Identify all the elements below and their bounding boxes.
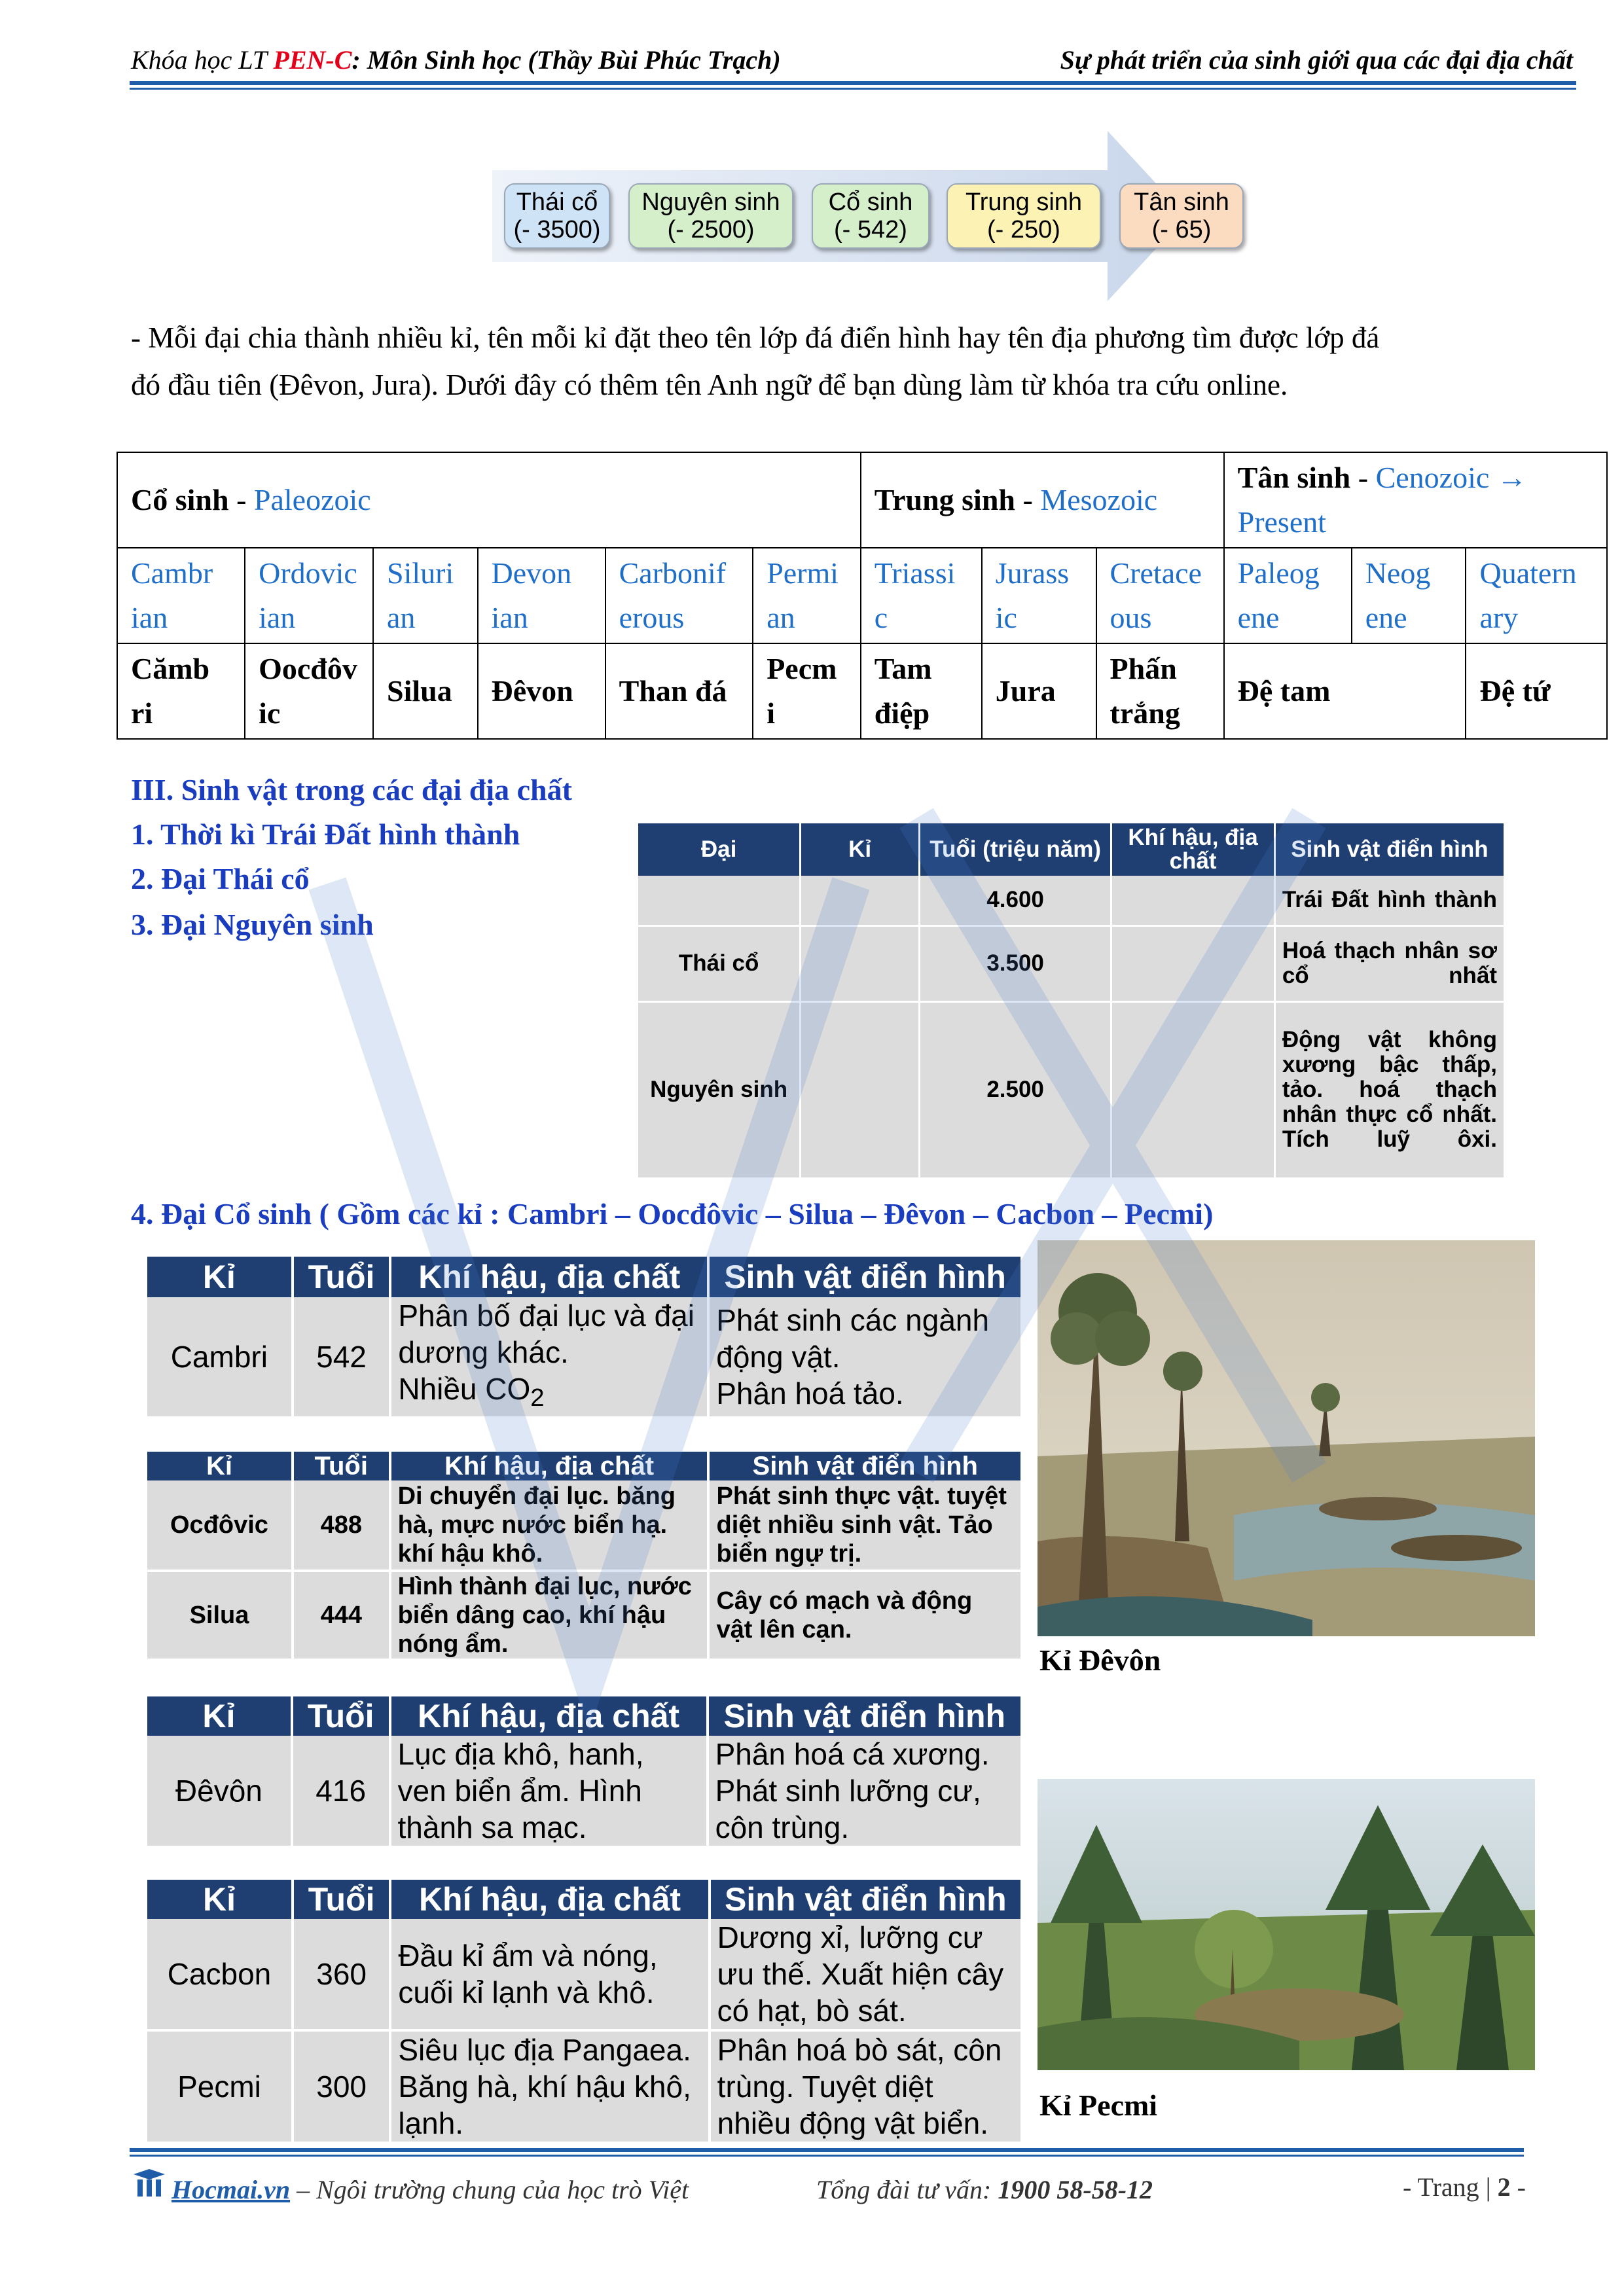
table-cell: 3.500 [919, 925, 1111, 1001]
table-cell: 360 [293, 1919, 390, 2030]
col-header: Kỉ [147, 1880, 293, 1919]
subject-label: : Môn Sinh học (Thầy Bùi Phúc Trạch) [352, 45, 781, 75]
col-header: Sinh vật điển hình [708, 1257, 1022, 1297]
table-cell: Hoá thạch nhân sơ cổ nhất [1274, 925, 1504, 1001]
table-cell: Cacbon [147, 1919, 293, 2030]
footer-hotline: Tổng đài tư vấn: 1900 58-58-12 [816, 2175, 1153, 2204]
col-header: Tuổi [292, 1696, 390, 1736]
col-header: Kỉ [147, 1257, 293, 1297]
col-header: Kỉ [147, 1696, 292, 1736]
table-cell: Nguyên sinh [638, 1001, 801, 1178]
vi-period-cell: Jura [982, 643, 1096, 739]
brand-link[interactable]: Hocmai.vn [171, 2175, 291, 2204]
col-header: Sinh vật điển hình [710, 1880, 1022, 1919]
timeline-era-paleozoic: Cổ sinh (- 542) [812, 183, 929, 249]
table-cell: Lục địa khô, hanh, ven biển ẩm. Hình thành sa mạc. [390, 1736, 708, 1847]
era-paleozoic-cell: Cổ sinh - Paleozoic [117, 452, 861, 548]
col-header: Khí hậu, địa chất [390, 1257, 708, 1297]
vi-period-cell: Silua [373, 643, 478, 739]
page-number: - Trang | 2 - [1402, 2172, 1526, 2202]
footer-rule [130, 2148, 1524, 2152]
col-header: Kỉ [801, 823, 920, 876]
header-rule-thin [130, 88, 1576, 90]
en-period-cell: Siluri an [373, 548, 478, 643]
intro-line-2: đó đầu tiên (Đêvon, Jura). Dưới đây có thêm tên Anh ngữ để bạn dùng làm từ khóa tra cứu online. [131, 368, 1288, 401]
course-label: Khóa học LT [131, 45, 274, 75]
col-header: Đại [638, 823, 801, 876]
program-label: PEN-C [273, 45, 352, 75]
table-cell: Phân hoá bò sát, côn trùng. Tuyệt diệt nhiều động vật biển. [710, 2030, 1022, 2143]
carboniferous-permian-table [147, 1880, 1023, 2144]
col-header: Sinh vật điển hình [708, 1696, 1022, 1736]
en-period-cell: Cretace ous [1096, 548, 1224, 643]
vi-period-cell: Cămb ri [117, 643, 245, 739]
col-header: Khí hậu, địa chất [390, 1452, 709, 1480]
timeline-era-proterozoic: Nguyên sinh (- 2500) [628, 183, 793, 249]
watermark-logo [262, 687, 1375, 1800]
table-cell: 542 [293, 1297, 391, 1418]
footer-rule-thin [130, 2155, 1524, 2157]
hocmai-logo-icon [131, 2168, 168, 2199]
col-header: Sinh vật điển hình [708, 1452, 1022, 1480]
section-heading-3-1: 1. Thời kì Trái Đất hình thành [131, 817, 520, 851]
table-cell: Động vật không xương bậc thấp, tảo. hoá thạch nhân thực cổ nhất. Tích luỹ ôxi. [1274, 1001, 1504, 1178]
en-period-cell: Devon ian [478, 548, 605, 643]
section-heading-4: 4. Đại Cổ sinh ( Gồm các kỉ : Cambri – Oocđôvic – Silua – Đêvon – Cacbon – Pecmi) [131, 1197, 1214, 1230]
table-cell: Phân bố đại lục và đại dương khác. Nhiều $CO_2$ [390, 1297, 708, 1418]
col-header: Tuổi [293, 1880, 390, 1919]
vi-period-cell: Pecm i [753, 643, 861, 739]
table-cell: Phát sinh thực vật. tuyệt diệt nhiều sinh vật. Tảo biển ngự trị. [708, 1480, 1022, 1571]
era-mesozoic-cell: Trung sinh - Mesozoic [861, 452, 1224, 548]
permian-landscape-image [1038, 1779, 1535, 2070]
vi-period-cell: Than đá [605, 643, 753, 739]
section-heading-3-2: 2. Đại Thái cổ [131, 862, 310, 895]
table-cell: Phân hoá cá xương. Phát sinh lưỡng cư, côn trùng. [708, 1736, 1022, 1847]
col-header: Kỉ [147, 1452, 293, 1480]
header-course [131, 45, 781, 75]
vi-period-cell: Đêvon [478, 643, 605, 739]
era-cenozoic-cell: Tân sinh - Cenozoic → Present [1224, 452, 1607, 548]
timeline-era-mesozoic: Trung sinh (- 250) [947, 183, 1101, 249]
intro-line-1: - Mỗi đại chia thành nhiều kỉ, tên mỗi kỉ đặt theo tên lớp đá điển hình hay tên địa phương tìm được lớp đá [131, 321, 1380, 354]
table-cell: Trái Đất hình thành [1274, 876, 1504, 925]
header-rule [130, 81, 1576, 85]
vi-period-cell: Đệ tam [1224, 643, 1466, 739]
en-period-cell: Carbonif erous [605, 548, 753, 643]
vi-period-cell: Phấn trắng [1096, 643, 1224, 739]
table-cell: Cây có mạch và động vật lên cạn. [708, 1571, 1022, 1660]
col-header: Sinh vật điển hình [1274, 823, 1504, 876]
table-cell: Thái cổ [638, 925, 801, 1001]
col-header: Khí hậu, địa chất [390, 1880, 709, 1919]
col-header: Tuổi [293, 1257, 391, 1297]
table-cell: Ocđôvic [147, 1480, 293, 1571]
vi-period-cell: Oocđôv ic [245, 643, 373, 739]
table-cell: 488 [293, 1480, 390, 1571]
table-cell: 416 [292, 1736, 390, 1847]
table-cell: Phát sinh các ngành động vật. Phân hoá tảo. [708, 1297, 1022, 1418]
devonian-caption: Kỉ Đêvôn [1039, 1643, 1161, 1677]
vi-period-cell: Tam điệp [861, 643, 982, 739]
en-period-cell: Permi an [753, 548, 861, 643]
header-topic: Sự phát triển của sinh giới qua các đại địa chất [1060, 45, 1573, 75]
table-cell: Silua [147, 1571, 293, 1660]
table-cell: Siêu lục địa Pangaea. Băng hà, khí hậu khô, lạnh. [390, 2030, 709, 2143]
section-heading-3-3: 3. Đại Nguyên sinh [131, 908, 374, 941]
col-header: Tuổi [293, 1452, 390, 1480]
table-cell: Pecmi [147, 2030, 293, 2143]
vi-period-cell: Đệ tứ [1466, 643, 1607, 739]
table-cell: Hình thành đại lục, nước biển dâng cao, khí hậu nóng ẩm. [390, 1571, 709, 1660]
table-cell: Di chuyển đại lục. băng hà, mực nước biển hạ. khí hậu khô. [390, 1480, 709, 1571]
en-period-cell: Quatern ary [1466, 548, 1607, 643]
col-header: Khí hậu, địa chất [390, 1696, 708, 1736]
section-heading-3: III. Sinh vật trong các đại địa chất [131, 773, 572, 806]
table-cell: Đêvôn [147, 1736, 292, 1847]
en-period-cell: Paleog ene [1224, 548, 1352, 643]
col-header: Tuổi (triệu năm) [919, 823, 1111, 876]
footer-brand: Hocmai.vn – Ngôi trường chung của học trò Việt [171, 2175, 689, 2204]
en-period-cell: Jurass ic [982, 548, 1096, 643]
timeline-era-cenozoic: Tân sinh (- 65) [1119, 183, 1244, 249]
table-cell: 444 [293, 1571, 390, 1660]
timeline-era-archean: Thái cổ (- 3500) [504, 183, 610, 249]
permian-caption: Kỉ Pecmi [1039, 2089, 1158, 2122]
en-period-cell: Cambr ian [117, 548, 245, 643]
table-cell: Dương xỉ, lưỡng cư ưu thế. Xuất hiện cây có hạt, bò sát. [710, 1919, 1022, 2030]
table-cell: Đầu kỉ ẩm và nóng, cuối kỉ lạnh và khô. [390, 1919, 709, 2030]
table-cell: 4.600 [919, 876, 1111, 925]
table-cell: 2.500 [919, 1001, 1111, 1178]
table-cell: 300 [293, 2030, 390, 2143]
en-period-cell: Ordovic ian [245, 548, 373, 643]
en-period-cell: Triassi c [861, 548, 982, 643]
en-period-cell: Neog ene [1352, 548, 1466, 643]
table-cell: Cambri [147, 1297, 293, 1418]
col-header: Khí hậu, địa chất [1111, 823, 1275, 876]
